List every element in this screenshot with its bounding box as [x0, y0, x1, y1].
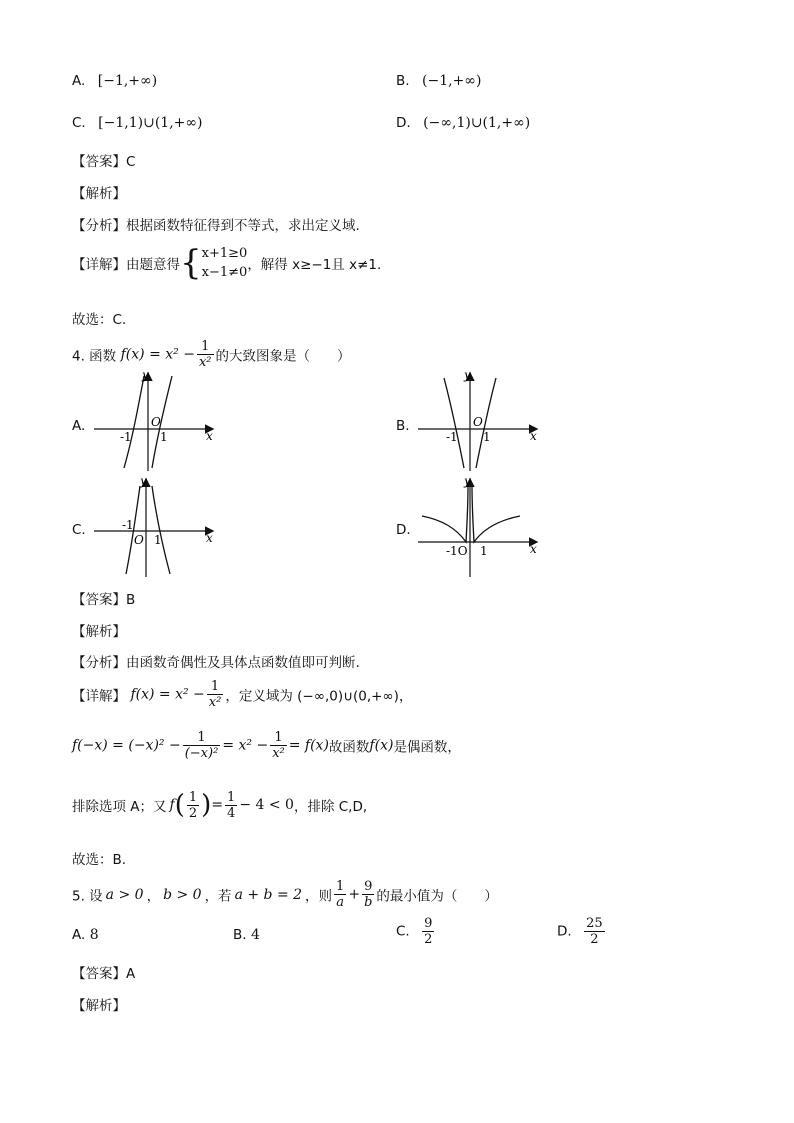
- tick-neg1: -1: [446, 430, 458, 444]
- q4-xiangjie-line3: 排除选项 A；又 f( $\frac{1}{2}$ )= $\frac{1}{4}$ − 4 < 0，排除 C,D,: [72, 789, 368, 821]
- origin-label: O: [151, 415, 161, 429]
- q4-conclusion: 故选：B.: [72, 852, 127, 868]
- curve-left: [444, 378, 464, 468]
- q5-stem: 5. 设 a > 0 ， b > 0 ，若 a + b = 2 ，则 $\frac{1}{a}$ + $\frac{9}{b}$ 的最小值为（ ）: [72, 879, 498, 910]
- q4-label-c: C.: [72, 522, 86, 538]
- q5-jiexi-heading: 【解析】: [72, 998, 126, 1014]
- origin-label: O: [134, 533, 144, 547]
- graph-c: [90, 474, 220, 579]
- x-label: x: [530, 429, 537, 443]
- q4-fenxi: 【分析】由函数奇偶性及具体点函数值即可判断.: [72, 655, 360, 671]
- x-label: x: [530, 542, 537, 556]
- q5-option-c: C. $\frac{9}{2}$: [396, 916, 433, 947]
- q3-option-a: A. [−1,+∞): [72, 73, 158, 89]
- origin-label: O: [473, 415, 483, 429]
- q3-xiangjie: 【详解】由题意得{ x+1≥0 x−1≠0 ，解得 x≥−1且 x≠1.: [72, 243, 382, 283]
- fraction: $\frac{1}{\text{x²}}$: [198, 339, 212, 370]
- curve-right: [152, 486, 170, 574]
- q4-label-d: D.: [396, 522, 411, 538]
- fraction: $\frac{1}{\text{(−x)²}}$: [184, 730, 219, 761]
- q4-xiangjie-line2: f(−x) = (−x)² − $\frac{1}{\text{(−x)²}}$ = x² − $\frac{1}{\text{x²}}$ = f(x)故函数f(x)是偶函数，: [72, 730, 461, 761]
- q3-option-b: B. (−1,+∞): [396, 73, 482, 89]
- q3-option-c: C. [−1,1)∪(1,+∞): [72, 115, 203, 131]
- q4-label-a: A.: [72, 418, 86, 434]
- curve-right: [472, 486, 520, 542]
- y-label: y: [142, 368, 149, 382]
- tick-neg1: -1: [122, 518, 134, 532]
- y-label: y: [464, 368, 471, 382]
- graph-d: [414, 474, 544, 579]
- y-label: y: [464, 474, 471, 488]
- tick-1: 1: [480, 544, 488, 558]
- q5-option-a: A. 8: [72, 927, 99, 943]
- inequality-system: x+1≥0 x−1≠0: [201, 246, 248, 280]
- q5-answer: 【答案】A: [72, 966, 136, 982]
- curve-left: [422, 486, 468, 542]
- fraction: $\frac{1}{a}$: [336, 879, 345, 910]
- q3-answer: 【答案】C: [72, 154, 136, 170]
- q3-jiexi-heading: 【解析】: [72, 186, 126, 202]
- x-label: x: [206, 429, 213, 443]
- q3-option-d: D. (−∞,1)∪(1,+∞): [396, 115, 531, 131]
- tick-1: 1: [160, 430, 168, 444]
- x-label: x: [206, 531, 213, 545]
- curve-left: [124, 376, 144, 468]
- fraction: $\frac{1}{2}$: [188, 789, 198, 821]
- q3-conclusion: 故选：C.: [72, 312, 127, 328]
- q4-stem: 4. 函数 f(x) = x² − $\frac{1}{\text{x²}}$ 的大致图象是（ ）: [72, 339, 351, 370]
- tick-1: 1: [154, 533, 162, 547]
- graph-b: [414, 368, 544, 473]
- tick-1: 1: [483, 430, 491, 444]
- left-brace: {: [180, 243, 202, 283]
- q4-label-b: B.: [396, 418, 410, 434]
- tick-neg1: -1: [120, 430, 132, 444]
- y-label: y: [140, 474, 147, 488]
- q5-option-d: D. $\frac{25}{2}$: [557, 916, 603, 947]
- graph-a: [90, 368, 220, 473]
- q4-jiexi-heading: 【解析】: [72, 624, 126, 640]
- fraction: $\frac{25}{2}$: [586, 916, 603, 947]
- fraction: $\frac{1}{4}$: [227, 789, 236, 821]
- q5-option-b: B. 4: [233, 927, 260, 943]
- q4-answer: 【答案】B: [72, 592, 136, 608]
- fraction: $\frac{1}{\text{x²}}$: [208, 679, 222, 710]
- q4-xiangjie-line1: 【详解】 f(x) = x² − $\frac{1}{\text{x²}}$ ，定义域为 (−∞,0)∪(0,+∞)，: [72, 679, 413, 710]
- fraction: $\frac{9}{b}$: [364, 879, 373, 910]
- tick-neg1-origin: -1O: [446, 544, 468, 558]
- fraction: $\frac{9}{2}$: [424, 916, 433, 947]
- q3-fenxi: 【分析】根据函数特征得到不等式，求出定义域.: [72, 218, 360, 234]
- fraction: $\frac{1}{\text{x²}}$: [272, 730, 285, 761]
